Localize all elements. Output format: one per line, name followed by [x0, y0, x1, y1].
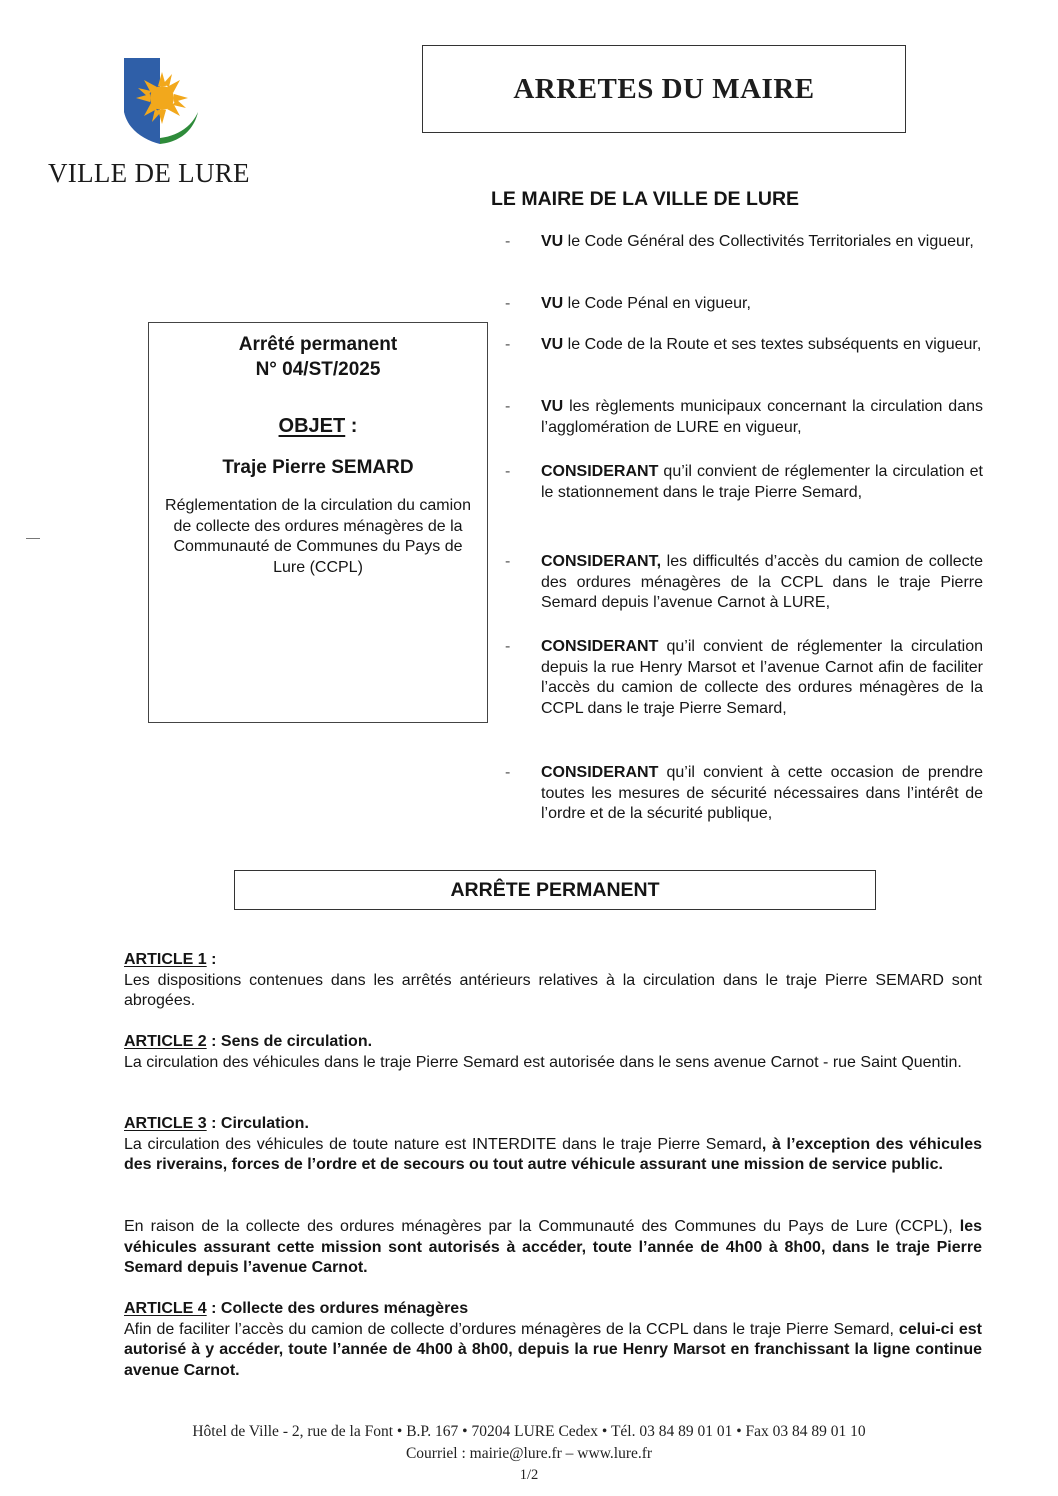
- list-dash: -: [505, 233, 511, 250]
- consideration-item: [505, 232, 983, 253]
- consideration-keyword: VU: [541, 233, 564, 250]
- article-4: [124, 1299, 982, 1381]
- article-separator: :: [206, 951, 217, 968]
- article-title: Sens de circulation.: [220, 1033, 373, 1050]
- consideration-text: le Code Pénal en vigueur,: [563, 295, 751, 312]
- article-1: [124, 950, 982, 1012]
- document-title-box: [422, 45, 906, 133]
- article-text-plain: La circulation des véhicules de toute nature est INTERDITE dans le traje Pierre Semard: [124, 1135, 762, 1153]
- article-2: [124, 1032, 982, 1073]
- objet-label: [149, 415, 487, 438]
- article-text-bold: les véhicules assurant cette mission sont autorisés à accéder, toute l’année de 4h00 à 8h00, dans le traje Pierre Semard depuis l’avenue Carnot.: [124, 1218, 982, 1276]
- consideration-keyword: CONSIDERANT: [541, 638, 659, 655]
- objet-description: Réglementation de la circulation du camion de collecte des ordures ménagères de la Communauté de Communes du Pays de Lure (CCPL): [165, 497, 471, 576]
- consideration-text: qu’il convient de réglementer la circulation et le stationnement dans le traje Pierre Semard,: [541, 463, 983, 501]
- consideration-keyword: CONSIDERANT,: [541, 553, 662, 570]
- consideration-item: [505, 637, 983, 719]
- article-heading: [124, 1032, 982, 1053]
- arrete-heading-box: [234, 870, 876, 910]
- article-title: Collecte des ordures ménagères: [220, 1300, 469, 1317]
- article-heading: [124, 1114, 982, 1135]
- consideration-item: [505, 397, 983, 438]
- consideration-item: [505, 552, 983, 614]
- municipality-name: VILLE DE LURE: [48, 158, 250, 188]
- article-text: Les dispositions contenues dans les arrêtés antérieurs relatives à la circulation dans le traje Pierre SEMARD sont abrogées.: [124, 971, 982, 1009]
- ville-de-lure-logo: [120, 56, 202, 148]
- article-label: ARTICLE 1: [124, 951, 207, 968]
- list-dash: -: [505, 336, 511, 353]
- article-heading: [124, 950, 982, 971]
- list-dash: -: [505, 463, 511, 480]
- article-label: ARTICLE 4: [124, 1300, 207, 1317]
- consideration-text: le Code de la Route et ses textes subséquents en vigueur,: [563, 336, 982, 353]
- article-text-bold: celui-ci est autorisé à y accéder, toute l’année de 4h00 à 8h00, depuis la rue Henry Marsot en franchissant la ligne continue avenue Carnot.: [124, 1320, 983, 1379]
- article-text: [124, 1320, 982, 1382]
- consideration-keyword: VU: [541, 398, 564, 415]
- consideration-item: [505, 462, 983, 503]
- document-title: ARRETES DU MAIRE: [513, 72, 815, 105]
- article-3-paragraph-2: [124, 1217, 982, 1279]
- consideration-item: [505, 763, 983, 825]
- article-text: La circulation des véhicules dans le traje Pierre Semard est autorisée dans le sens avenue Carnot - rue Saint Quentin.: [124, 1053, 962, 1071]
- consideration-text: les difficultés d’accès du camion de collecte des ordures ménagères de la CCPL dans le traje Pierre Semard depuis l’avenue Carnot à LURE,: [541, 553, 983, 611]
- consideration-text: qu’il convient à cette occasion de prendre toutes les mesures de sécurité nécessaires dans l’intérêt de l’ordre et de la sécurité publique,: [541, 764, 983, 822]
- consideration-item: [505, 335, 983, 356]
- authority-heading: LE MAIRE DE LA VILLE DE LURE: [491, 188, 800, 210]
- footer-contact: Courriel : mairie@lure.fr – www.lure.fr: [405, 1445, 653, 1462]
- article-separator: :: [206, 1115, 221, 1132]
- consideration-keyword: CONSIDERANT: [541, 764, 659, 781]
- article-heading: [124, 1299, 982, 1320]
- list-dash: -: [505, 638, 511, 655]
- article-label: ARTICLE 2: [124, 1033, 207, 1050]
- article-title: Circulation.: [220, 1115, 309, 1132]
- list-dash: -: [505, 295, 511, 312]
- arrete-number: N° 04/ST/2025: [255, 359, 381, 380]
- page-number: 1/2: [519, 1467, 539, 1483]
- article-separator: :: [206, 1300, 221, 1317]
- footer-address: Hôtel de Ville - 2, rue de la Font • B.P. 167 • 70204 LURE Cedex • Tél. 03 84 89 01 01 • Fax 03 84 89 01 10: [192, 1423, 866, 1440]
- article-text-plain: Afin de faciliter l’accès du camion de collecte d’ordures ménagères de la CCPL dans le traje Pierre Semard,: [124, 1320, 899, 1338]
- article-3: [124, 1114, 982, 1176]
- list-dash: -: [505, 398, 511, 415]
- consideration-text: qu’il convient de réglementer la circulation depuis la rue Henry Marsot et l’avenue Carnot afin de faciliter l’accès du camion de collecte des ordures ménagères de la CCPL dans le traje Pierre Semard,: [541, 638, 983, 717]
- article-text: [124, 1217, 982, 1279]
- arrete-identification: [149, 332, 487, 382]
- objet-subject: Traje Pierre SEMARD: [222, 457, 414, 478]
- article-separator: :: [206, 1033, 221, 1050]
- consideration-keyword: VU: [541, 295, 564, 312]
- consideration-item: [505, 294, 983, 315]
- objet-label-colon: :: [345, 415, 358, 437]
- arrete-type: Arrêté permanent: [238, 334, 398, 355]
- article-text-bold: , à l’exception des véhicules des riverains, forces de l’ordre et de secours ou tout autre véhicule assurant une mission de service public.: [124, 1135, 982, 1173]
- objet-label-text: OBJET: [278, 415, 346, 437]
- article-label: ARTICLE 3: [124, 1115, 207, 1132]
- list-dash: -: [505, 553, 511, 570]
- margin-mark: [26, 538, 40, 539]
- objet-box: [148, 322, 488, 723]
- consideration-keyword: VU: [541, 336, 564, 353]
- article-text-plain: En raison de la collecte des ordures ménagères par la Communauté des Communes du Pays de Lure (CCPL),: [124, 1218, 960, 1235]
- arrete-heading: ARRÊTE PERMANENT: [450, 878, 660, 901]
- consideration-text: le Code Général des Collectivités Territoriales en vigueur,: [563, 233, 974, 250]
- consideration-text: les règlements municipaux concernant la circulation dans l’agglomération de LURE en vigueur,: [541, 398, 983, 436]
- article-text: [124, 1135, 982, 1176]
- green-swoosh-icon: [160, 112, 198, 144]
- consideration-keyword: CONSIDERANT: [541, 463, 659, 480]
- list-dash: -: [505, 764, 511, 781]
